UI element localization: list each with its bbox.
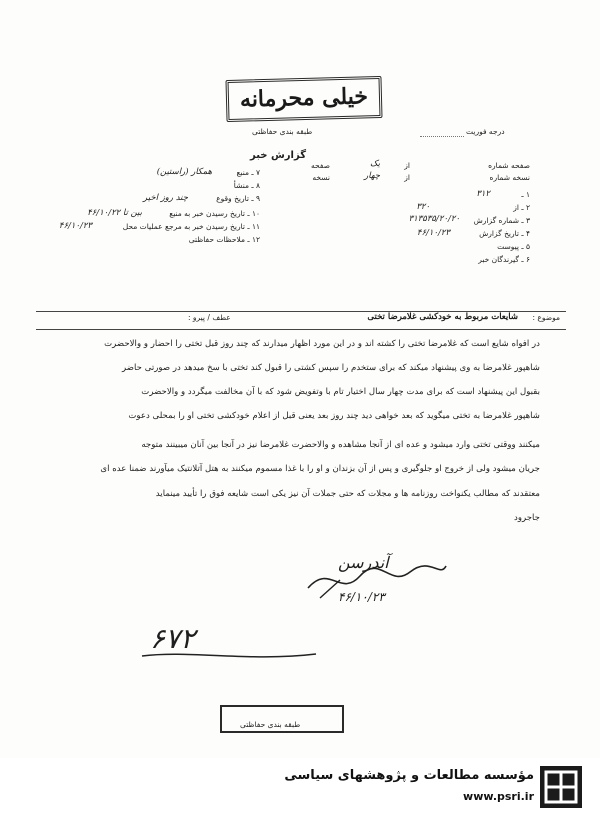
- page-of: از: [404, 161, 410, 170]
- subject-label: موضوع :: [532, 313, 560, 322]
- left-fields: [40, 168, 260, 258]
- field-occurrence-value: چند روز اخیر: [143, 193, 188, 203]
- field-1-value: ۳۱۲: [476, 189, 490, 199]
- body-line: شاهپور غلامرضا به وی پیشنهاد میکند که برای ستخدم را سپس کشتی را قبول کند تختی با سخ میدهد در صورتی حاضر: [122, 363, 540, 373]
- field-report-no-label: ۳ ـ شماره گزارش: [473, 216, 530, 225]
- body-line: در افواه شایع است که غلامرضا تختی را کشته اند و در این مورد اظهار میدارند که چند روز قبل تختی را احضار و والاحضرت: [104, 339, 540, 349]
- field-2-label: ۲ ـ از: [513, 203, 530, 212]
- page-refs: [300, 161, 530, 185]
- report-title: گزارش خبر: [250, 150, 307, 161]
- field-report-no-value: ۳۱۳۵۳۵/۲۰/۲۰: [408, 214, 460, 224]
- body-line: بقبول این پیشنهاد است که برای مدت چهار سال اختیار تام با وتفویض شود که با آن مخالفت میگردد و والاحضرت: [141, 387, 540, 397]
- body-line: میکنند ووقتی تختی وارد میشود و عده ای از آنجا مشاهده و والاحضرت غلامرضا نیز در آنجا بین آنان میبینند متوجه: [141, 440, 540, 450]
- watermark-org: مؤسسه مطالعات و پژوهشهای سیاسی: [284, 768, 534, 783]
- field-received-ops-label: ۱۱ ـ تاریخ رسیدن خبر به مرجع عملیات محل: [122, 222, 260, 231]
- copy-no-label: نسخه شماره: [489, 173, 530, 182]
- page-no-label: صفحه شماره: [488, 161, 530, 170]
- signature-date: ۴۶/۱۰/۲۳: [338, 590, 385, 604]
- page-value: یک: [370, 159, 380, 169]
- psri-logo-icon: [540, 766, 582, 808]
- classification-caption: طبقه بندی حفاظتی: [252, 127, 313, 136]
- field-2-value: ۳۲۰: [416, 202, 430, 212]
- field-report-date-label: ۴ ـ تاریخ گزارش: [479, 229, 530, 238]
- watermark-url: www.psri.ir: [463, 790, 534, 803]
- priority-label: درجه فوریت: [466, 127, 505, 136]
- priority-line: [420, 136, 464, 137]
- copy-of: از: [404, 173, 410, 182]
- field-origin-label: ۸ ـ منشأ: [233, 181, 260, 190]
- field-source-value: همکار (راستین): [156, 167, 212, 177]
- number-underline: [140, 648, 320, 664]
- field-received-ops-value: ۴۶/۱۰/۲۳: [58, 221, 92, 231]
- footer-stamp-caption: طبقه بندی حفاظتی: [240, 720, 301, 729]
- body-line: معتقدند که مطالب یکنواخت روزنامه ها و مجلات که حتی جملات آن نیز یکی است شایعه فوق را تأیید مینماید: [155, 489, 540, 499]
- page-unit: صفحه: [310, 161, 330, 170]
- field-report-date-value: ۴۶/۱۰/۲۳: [416, 228, 450, 238]
- field-received-source-value: بین تا ۴۶/۱۰/۲۲: [87, 208, 142, 218]
- classification-stamp: خیلی محرمانه: [225, 76, 382, 122]
- field-recipients-label: ۶ ـ گیرندگان خبر: [478, 255, 530, 264]
- body-line: جریان میشود ولی از خروج او جلوگیری و پس از آن بزندان و او را با غذا مسموم میکنند به هتل آتلانتیک میآورند ضمنا عده ای: [100, 464, 540, 474]
- field-protection-label: ۱۲ ـ ملاحظات حفاظتی: [188, 235, 260, 244]
- field-received-source-label: ۱۰ ـ تاریخ رسیدن خبر به منبع: [169, 209, 260, 218]
- right-fields: [280, 190, 530, 280]
- reference-label: عطف / پیرو :: [188, 313, 231, 322]
- copy-value: چهار: [364, 171, 380, 181]
- signature: آندرسن: [338, 553, 389, 572]
- copy-unit: نسخه: [312, 173, 330, 182]
- archive-number: ۶۷۲: [150, 622, 196, 655]
- separator-subject: [36, 329, 566, 330]
- subject-text: شایعات مربوط به خودکشی غلامرضا تختی: [367, 312, 518, 322]
- field-attachment-label: ۵ ـ پیوست: [497, 242, 530, 251]
- body-line: جاجرود: [514, 513, 540, 523]
- body-line: شاهپور غلامرضا به تختی میگوید که بعد خواهی دید چند روز بعد یعنی قبل از اعلام خودکشی تختی او را بمحلی دعوت: [128, 411, 540, 421]
- field-occurrence-label: ۹ ـ تاریخ وقوع: [216, 194, 260, 203]
- field-source-label: ۷ ـ منبع: [236, 168, 260, 177]
- field-1-label: ۱ ـ: [521, 190, 530, 199]
